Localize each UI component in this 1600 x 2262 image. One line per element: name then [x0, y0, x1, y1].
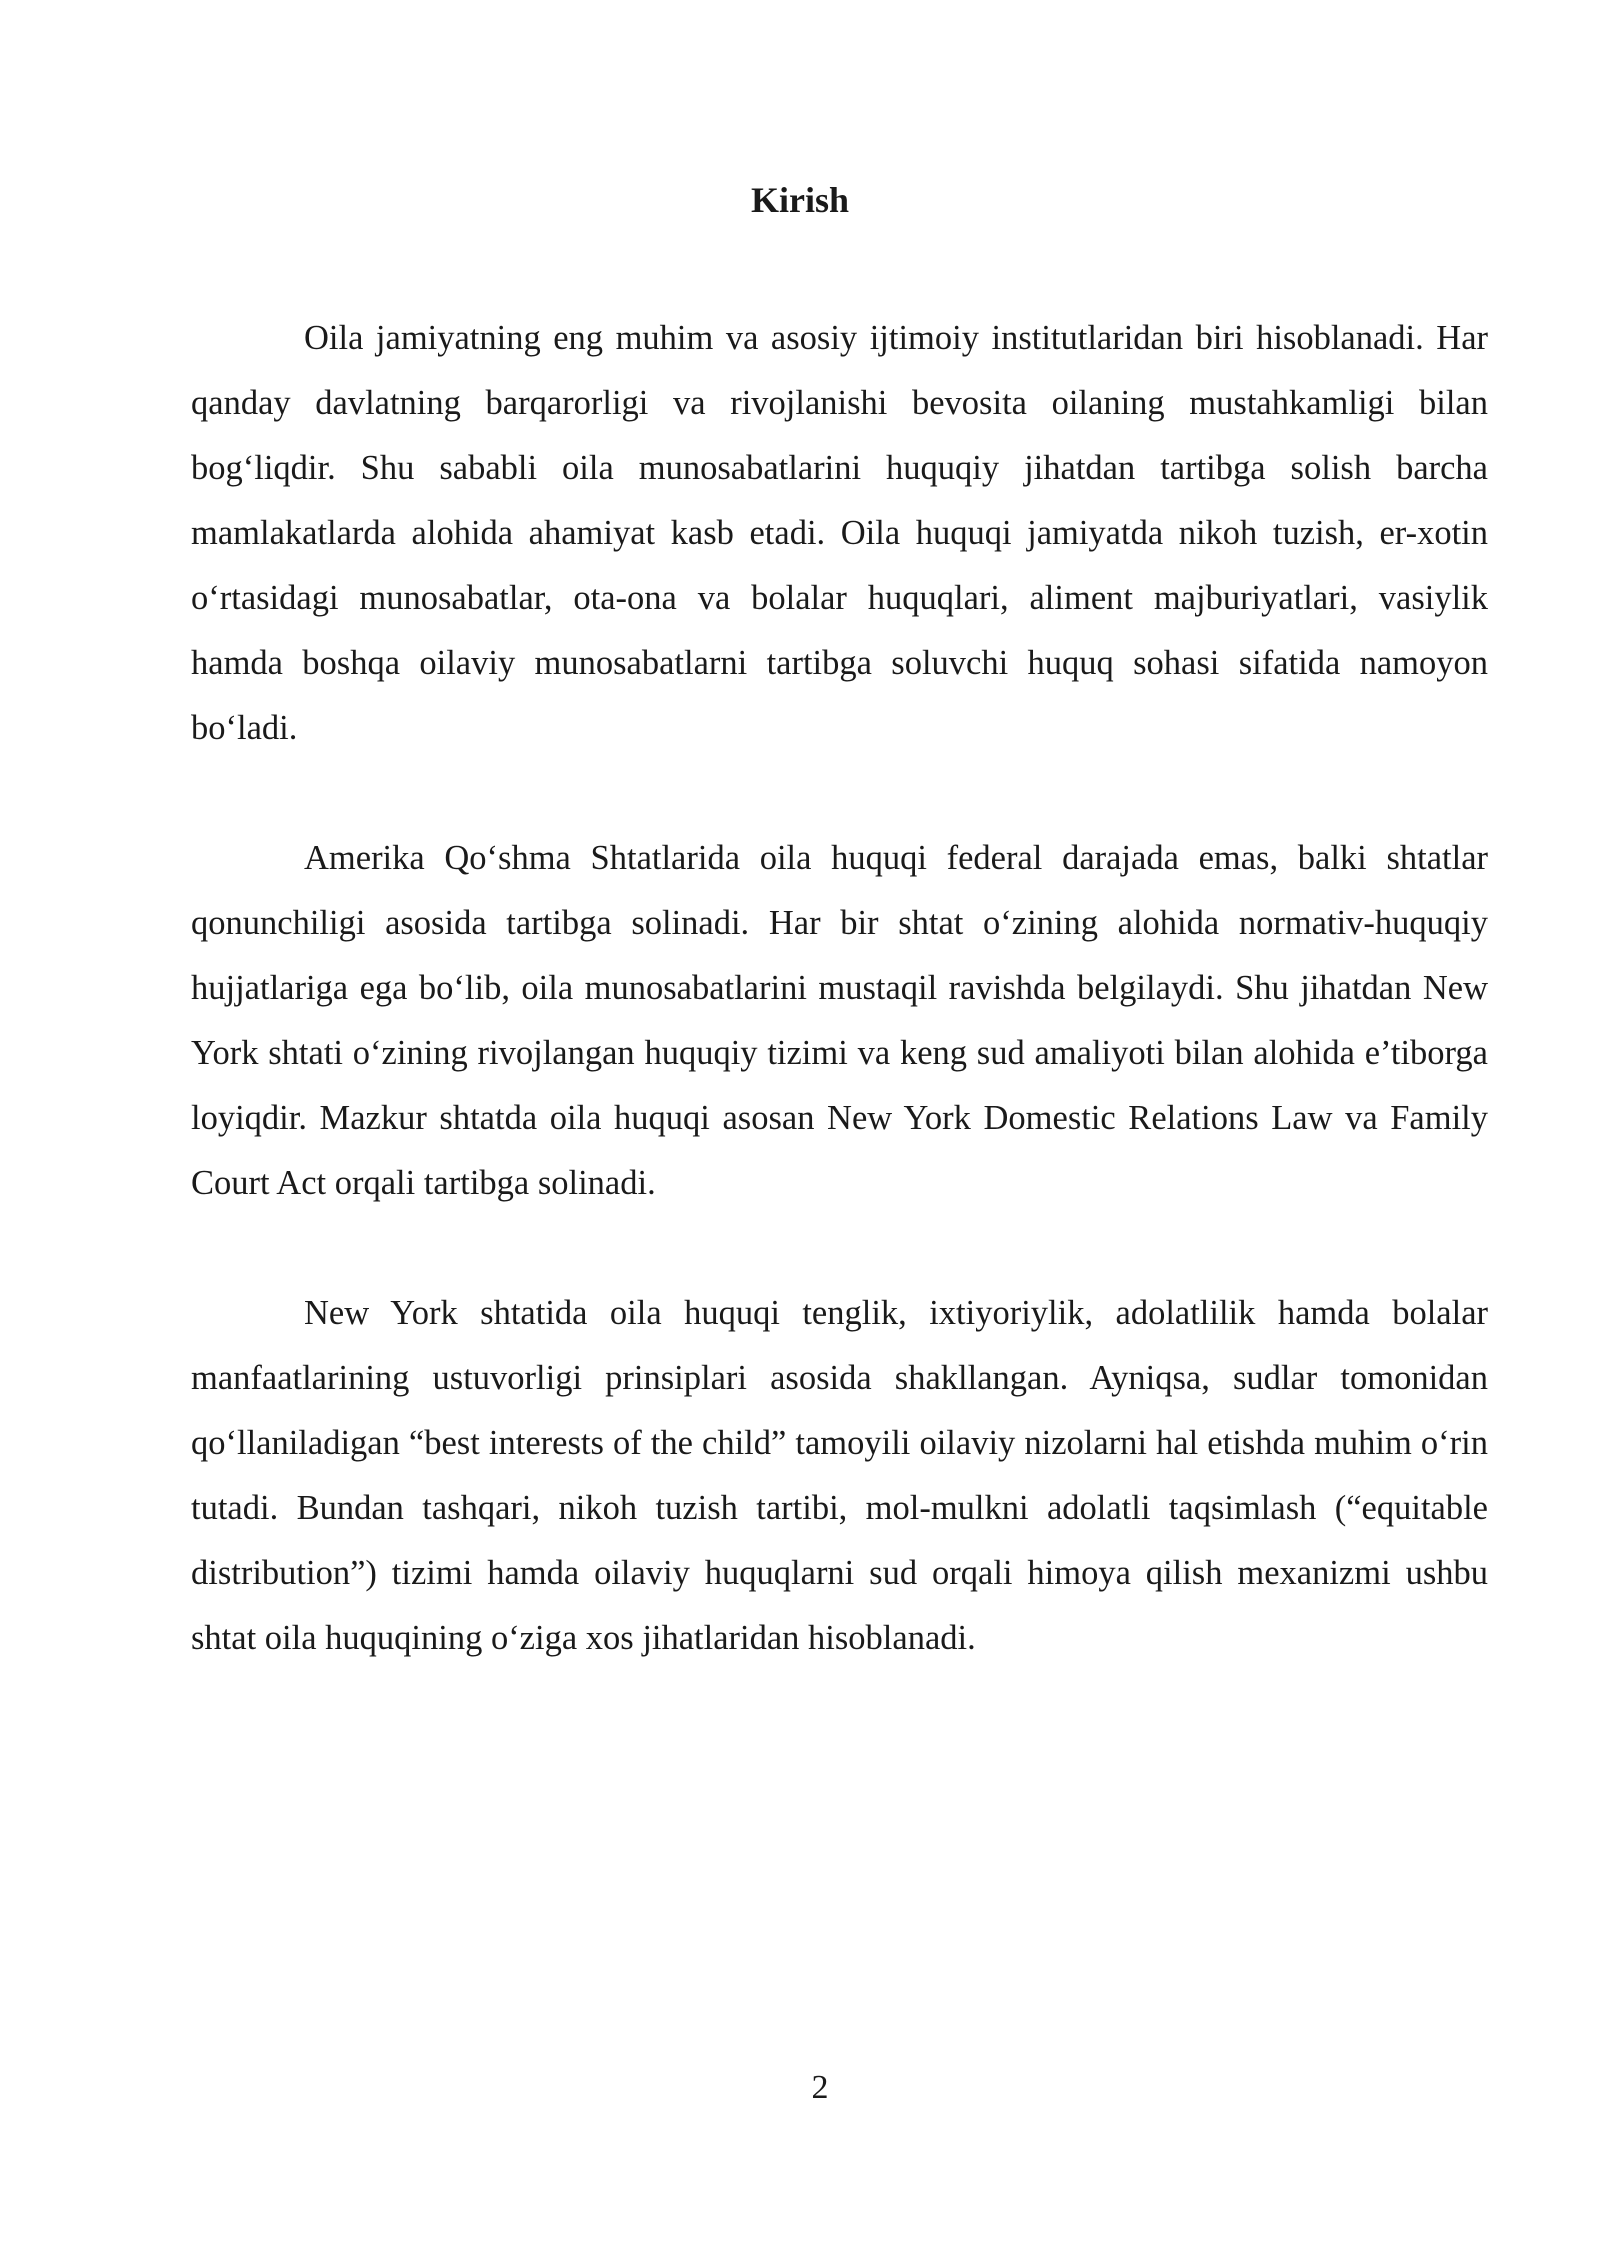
paragraph-2: Amerika Qo‘shma Shtatlarida oila huquqi federal darajada emas, balki shtatlar qonunchiligi asosida tartibga solinadi. Har bir shtat o‘zining alohida normativ-huquqiy hujjatlariga ega bo‘lib, oila munosabatlarini mustaqil ravishda belgilaydi. Shu jihatdan New York shtati o‘zining rivojlangan huquqiy tizimi va keng sud amaliyoti bilan alohida e’tiborga loyiqdir. Mazkur shtatda oila huquqi asosan New York Domestic Relations Law va Family Court Act orqali tartibga solinadi.: [191, 839, 1488, 1202]
paragraph-1: Oila jamiyatning eng muhim va asosiy ijtimoiy institutlaridan biri hisoblanadi. Har qanday davlatning barqarorligi va rivojlanishi bevosita oilaning mustahkamligi bilan bog‘liqdir. Shu sababli oila munosabatlarini huquqiy jihatdan tartibga solish barcha mamlakatlarda alohida ahamiyat kasb etadi. Oila huquqi jamiyatda nikoh tuzish, er-xotin o‘rtasidagi munosabatlar, ota-ona va bolalar huquqlari, aliment majburiyatlari, vasiylik hamda boshqa oilaviy munosabatlarni tartibga soluvchi huquq sohasi sifatida namoyon bo‘ladi.: [191, 319, 1488, 747]
document-body: [191, 306, 1488, 1736]
page-number: 2: [811, 2069, 829, 2106]
paragraph-3: New York shtatida oila huquqi tenglik, ixtiyoriylik, adolatlilik hamda bolalar manfaatlarining ustuvorligi prinsiplari asosida shakllangan. Ayniqsa, sudlar tomonidan qo‘llaniladigan “best interests of the child” tamoyili oilaviy nizolarni hal etishda muhim o‘rin tutadi. Bundan tashqari, nikoh tuzish tartibi, mol-mulkni adolatli taqsimlash (“equitable distribution”) tizimi hamda oilaviy huquqlarni sud orqali himoya qilish mexanizmi ushbu shtat oila huquqining o‘ziga xos jihatlaridan hisoblanadi.: [191, 1294, 1488, 1657]
page-title: Kirish: [750, 180, 849, 220]
